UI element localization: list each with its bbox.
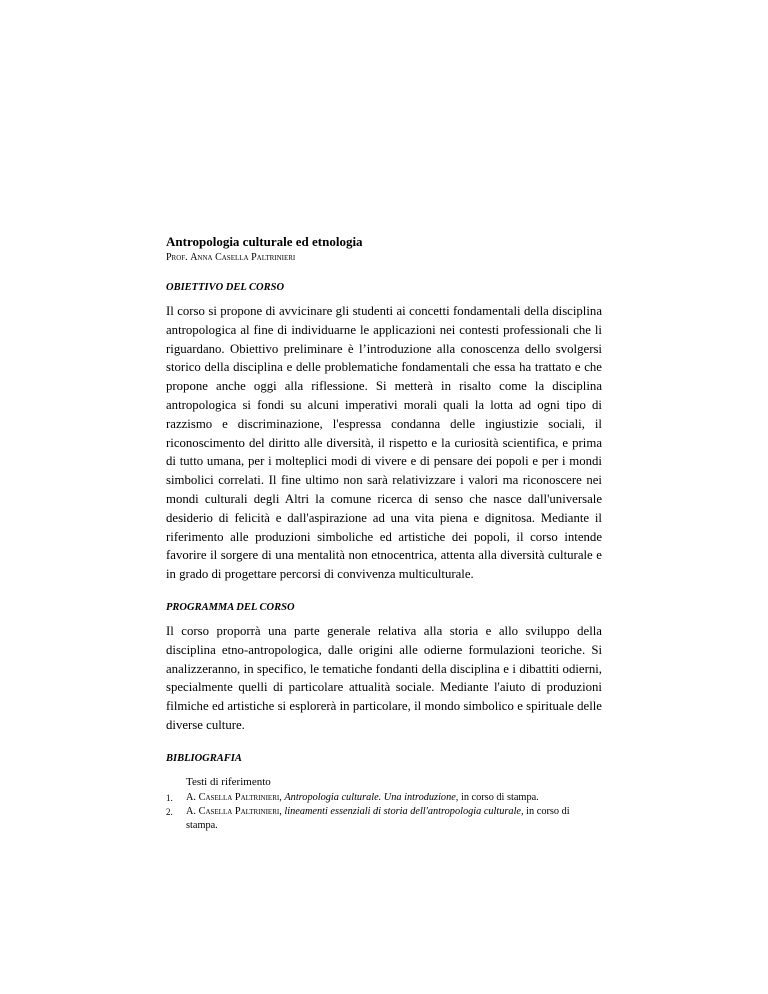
course-description: [166, 234, 602, 833]
professor-first-name: Anna: [190, 252, 213, 263]
objectives-text: Il corso si propone di avvicinare gli studenti ai concetti fondamentali della disciplina antropologica al fine di individuarne le applicazioni nei contesti professionali che li riguardano. Obiettivo preliminare è l’introduzione alla conoscenza dello svolgersi storico della disciplina e delle problematiche fondamentali che essa ha trattato e che propone anche oggi alla riflessione. Si metterà in risalto come la disciplina antropologica si fondi su alcuni imperativi morali quali la lotta ad ogni tipo di razzismo e discriminazione, l'espressa condanna delle ingiustizie sociali, il riconoscimento del diritto alle diversità, il rispetto e la curiosità scientifica, e prima di tutto umana, per i molteplici modi di vivere e di pensare dei popoli e per i mondi simbolici correlati. Il fine ultimo non sarà relativizzare i valori ma riconoscere nei mondi culturali degli Altri la comune ricerca di senso che nasce dall'universale desiderio di felicità e dall'aspirazione ad una vita piena e dignitosa. Mediante il riferimento alle produzioni simboliche ed artistiche dei popoli, il corso intende favorire il sorgere di una mentalità non etnocentrica, attenta alla diversità culturale e in grado di progettare percorsi di convivenza multiculturale.: [166, 304, 602, 582]
bibliography-heading: BIBLIOGRAFIA: [166, 752, 242, 764]
bibliography-item-number: 2.: [166, 806, 173, 817]
bibliography-item-title: Antropologia culturale. Una introduzione,: [284, 791, 459, 803]
bibliography-item-note: in corso di stampa.: [186, 805, 570, 831]
bibliography-item-number: 1.: [166, 792, 173, 803]
bibliography-item-author: A. Casella Paltrinieri,: [186, 791, 282, 803]
program-text: Il corso proporrà una parte generale relativa alla storia e allo sviluppo della disciplina etno-antropologica, dalle origini alle odierne formulazioni teoriche. Si analizzeranno, in specifico, le tematiche fondanti della disciplina e i dibattiti odierni, specialmente quelli di particolare attualità sociale. Mediante l'aiuto di produzioni filmiche ed artistiche si esplorerà in particolare, il mondo simbolico e spirituale delle diverse culture.: [166, 623, 602, 732]
bibliography-list: [166, 791, 602, 833]
bibliography-item: [166, 791, 602, 805]
bibliography-intro: Testi di riferimento: [186, 775, 271, 788]
course-title: Antropologia culturale ed etnologia: [166, 234, 363, 249]
professor-line: [166, 251, 602, 264]
professor-last-name: Casella Paltrinieri: [215, 252, 296, 263]
professor-prefix: Prof.: [166, 252, 188, 263]
program-heading: PROGRAMMA DEL CORSO: [166, 601, 295, 613]
bibliography-item-author: A. Casella Paltrinieri,: [186, 805, 282, 817]
bibliography-item: [166, 805, 602, 833]
bibliography-item-title: lineamenti essenziali di storia dell'antropologia culturale,: [284, 805, 524, 817]
bibliography-item-note: in corso di stampa.: [460, 791, 539, 803]
objectives-heading: OBIETTIVO DEL CORSO: [166, 282, 285, 293]
